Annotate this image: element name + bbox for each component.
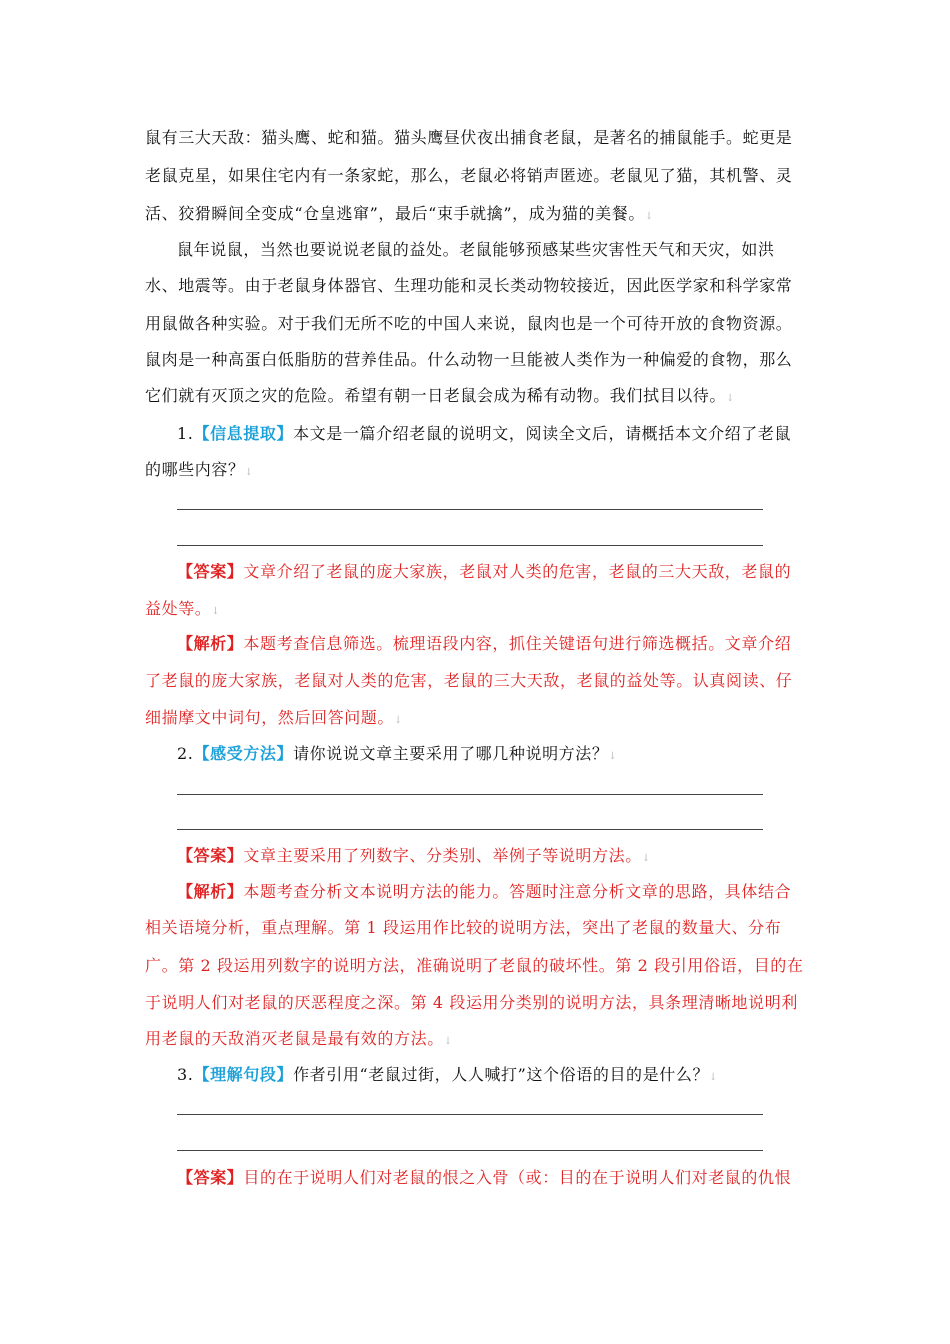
answer-3: 【答案】目的在于说明人们对老鼠的恨之入骨（或：目的在于说明人们对老鼠的仇恨: [177, 1168, 792, 1187]
answer-blank-line: [177, 1114, 763, 1115]
answer-1: 【答案】文章介绍了老鼠的庞大家族，老鼠对人类的危害，老鼠的三大天敌，老鼠的: [177, 562, 792, 581]
question-number: 3.: [177, 1065, 194, 1084]
answer-blank-line: [177, 509, 763, 510]
passage-line: 水、地震等。由于老鼠身体器官、生理功能和灵长类动物较接近，因此医学家和科学家常: [145, 276, 793, 295]
question-text: 作者引用“老鼠过街，人人喊打”这个俗语的目的是什么？: [293, 1065, 710, 1084]
passage-line: 它们就有灭顶之灾的危险。希望有朝一日老鼠会成为稀有动物。我们拭目以待。↓: [145, 386, 735, 405]
question-1-continued: 的哪些内容？↓: [145, 460, 254, 479]
passage-line: 老鼠克星，如果住宅内有一条家蛇，那么，老鼠必将销声匿迹。老鼠见了猫，其机警、灵: [145, 166, 793, 185]
answer-blank-line: [177, 829, 763, 830]
answer-2: 【答案】文章主要采用了列数字、分类别、举例子等说明方法。↓: [177, 846, 651, 865]
answer-blank-line: [177, 1150, 763, 1151]
passage-line: 鼠年说鼠，当然也要说说老鼠的益处。老鼠能够预感某些灾害性天气和天灾，如洪: [177, 240, 775, 259]
answer-blank-line: [177, 794, 763, 795]
passage-line: 鼠肉是一种高蛋白低脂肪的营养佳品。什么动物一旦能被人类作为一种偏爱的食物，那么: [145, 350, 793, 369]
answer-label: 【答案】: [177, 1168, 244, 1187]
answer-1-continued: 益处等。↓: [145, 599, 221, 618]
question-tag: 【理解句段】: [193, 1065, 294, 1084]
answer-blank-line: [177, 545, 763, 546]
question-2: 2.【感受方法】请你说说文章主要采用了哪几种说明方法？↓: [177, 744, 618, 763]
passage-line: 用鼠做各种实验。对于我们无所不吃的中国人来说，鼠肉也是一个可待开放的食物资源。: [145, 314, 793, 333]
question-3: 3.【理解句段】作者引用“老鼠过街，人人喊打”这个俗语的目的是什么？↓: [177, 1065, 719, 1084]
analysis-2-line: 相关语境分析，重点理解。第 1 段运用作比较的说明方法，突出了老鼠的数量大、分布: [145, 918, 782, 937]
passage-line: 鼠有三大天敌：猫头鹰、蛇和猫。猫头鹰昼伏夜出捕食老鼠，是著名的捕鼠能手。蛇更是: [145, 128, 793, 147]
passage-line: 活、狡猾瞬间全变成“仓皇逃窜”，最后“束手就擒”，成为猫的美餐。↓: [145, 204, 654, 223]
question-text: 请你说说文章主要采用了哪几种说明方法？: [293, 744, 609, 763]
question-number: 2.: [177, 744, 194, 763]
analysis-2-line: 于说明人们对老鼠的厌恶程度之深。第 4 段运用分类别的说明方法，具条理清晰地说明利: [145, 993, 798, 1012]
analysis-1-line: 了老鼠的庞大家族，老鼠对人类的危害，老鼠的三大天敌，老鼠的益处等。认真阅读、仔: [145, 671, 793, 690]
analysis-2: 【解析】本题考查分析文本说明方法的能力。答题时注意分析文章的思路，具体结合: [177, 882, 792, 901]
analysis-1-line: 细揣摩文中词句，然后回答问题。↓: [145, 708, 403, 727]
analysis-label: 【解析】: [177, 634, 244, 653]
analysis-2-line: 用老鼠的天敌消灭老鼠是最有效的方法。↓: [145, 1029, 453, 1048]
analysis-2-line: 广。第 2 段运用列数字的说明方法，准确说明了老鼠的破坏性。第 2 段引用俗语，目的在: [145, 956, 804, 975]
question-text: 本文是一篇介绍老鼠的说明文，阅读全文后，请概括本文介绍了老鼠: [293, 424, 792, 443]
question-1: [177, 424, 857, 444]
analysis-1: 【解析】本题考查信息筛选。梳理语段内容，抓住关键语句进行筛选概括。文章介绍: [177, 634, 792, 653]
question-tag: 【感受方法】: [193, 744, 294, 763]
question-number: 1.: [177, 424, 194, 443]
analysis-label: 【解析】: [177, 882, 244, 901]
answer-label: 【答案】: [177, 846, 244, 865]
answer-label: 【答案】: [177, 562, 244, 581]
question-tag: 【信息提取】: [193, 424, 294, 443]
